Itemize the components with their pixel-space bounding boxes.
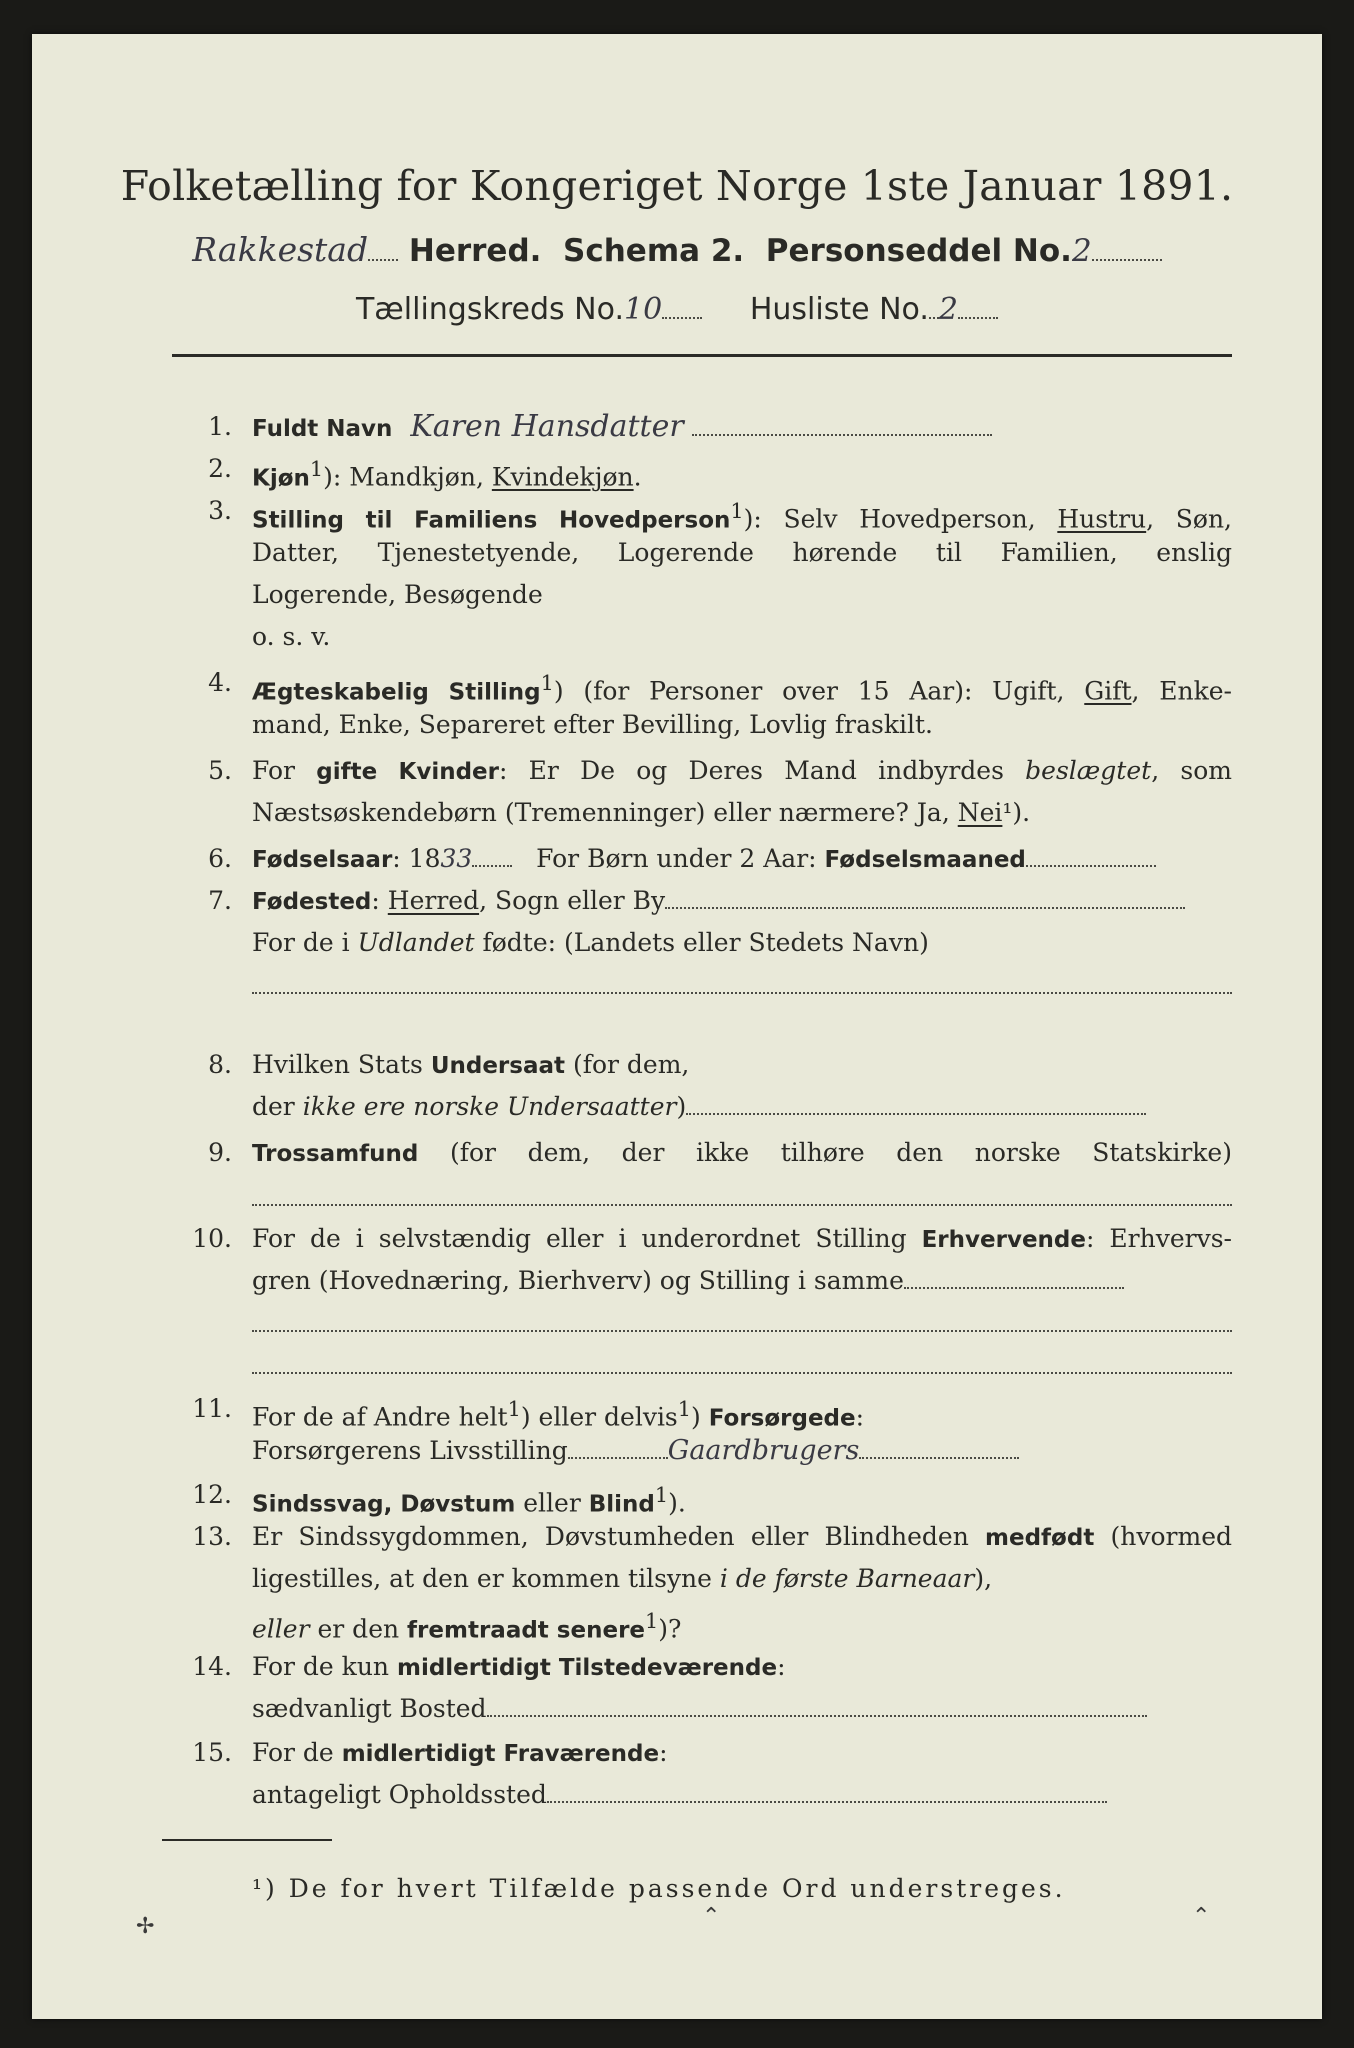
tick-mark-icon: ⌃ [1192,1904,1211,1929]
question-11: 11. For de af Andre helt$^1$) eller delvis$^1$) Forsørgede: Forsørgerens Livsstilling Gaardbrugers [172,1388,1232,1478]
question-text: For Børn under 2 Aar: [536,844,825,873]
question-number: 4. [208,668,232,697]
footnote-ref: 1 [730,499,744,523]
question-text: Forsørgerens Livsstilling [252,1436,568,1465]
selected-option: Herred [387,886,480,915]
footnote-ref: 1 [507,1397,521,1421]
question-text: antageligt Opholdssted [252,1780,547,1809]
question-text: i de første Barneaar [719,1564,975,1593]
question-text: beslægtet [1025,756,1152,785]
question-number: 1. [208,412,232,441]
option-text: mand, Enke, Separeret efter Bevilling, Lovlig fraskilt. [252,710,933,739]
question-text: : 18 [392,844,441,873]
footnote-ref: 1 [677,1397,692,1421]
question-number: 5. [208,756,232,785]
option-text: , Enke- [1131,676,1232,706]
question-text: eller [515,1488,589,1518]
question-text: For de i selvstændig eller i underordnet Stilling [252,1224,922,1253]
question-text: : [371,886,388,915]
question-text: Udlandet [357,928,475,957]
husliste-no: 2 [938,292,959,327]
question-label: fremtraadt senere [407,1617,646,1644]
answer-line [252,992,1232,994]
birth-year-value: 33 [440,844,473,873]
header-rule [172,354,1232,357]
option-text: ): Selv Hovedperson, [743,504,1058,534]
question-text: ikke ere norske Undersaatter [302,1092,677,1121]
option-text: . [633,462,642,492]
question-10 [172,1218,1232,1378]
question-12 [172,1474,1232,1516]
footnote-ref: 1 [645,1609,659,1633]
question-text: der [252,1092,303,1121]
question-text: Næstsøskendebørn (Tremenninger) eller nærmere? Ja, [252,798,958,827]
question-label: Fuldt Navn [252,416,393,442]
answer-line [252,1330,1232,1332]
question-1 [172,406,1232,448]
footnote-ref: 1 [309,457,324,481]
question-number: 15. [192,1738,232,1767]
full-name-value: Karen Hansdatter [410,409,684,444]
question-text: ), [974,1564,993,1593]
question-number: 3. [208,496,232,525]
question-text: For [252,756,317,785]
kreds-no: 10 [623,292,663,327]
question-14 [172,1646,1232,1736]
question-text: gren (Hovednæring, Bierhverv) og Stilling i samme [252,1266,904,1295]
question-text: For de kun [252,1652,397,1681]
question-label: medfødt [985,1525,1095,1551]
question-text: (for dem, der ikke tilhøre den norske Statskirke) [418,1138,1232,1167]
question-text: eller [252,1614,310,1644]
form-subtitle [32,230,1322,269]
question-text: For de i [252,928,358,957]
question-label: Kjøn [252,465,310,492]
question-label: Blind [588,1491,655,1518]
footnote: ¹) De for hvert Tilfælde passende Ord understreges. [252,1874,1066,1903]
question-number: 6. [208,844,232,873]
question-text: (for dem, [565,1050,690,1079]
form-subtitle-2 [32,292,1322,327]
question-4 [172,662,1232,752]
question-13 [172,1516,1232,1646]
question-label: Fødselsmaaned [824,847,1026,873]
kreds-label: Tællingskreds No. [355,292,624,327]
question-5 [172,750,1232,840]
question-label: midlertidigt Fraværende [341,1741,660,1767]
question-label: Forsørgede [708,1405,856,1432]
question-6 [172,838,1232,880]
selected-option: Hustru [1057,504,1147,534]
question-text: ) [676,1092,687,1121]
selected-option: Kvindekjøn [491,462,634,492]
question-number: 12. [192,1480,232,1509]
question-label: midlertidigt Tilstedeværende [396,1655,778,1681]
question-text: (hvormed [1094,1522,1232,1551]
option-text: Datter, Tjenestetyende, Logerende hørende til Familien, enslig [252,538,1232,567]
selected-option: Gift [1084,676,1132,706]
question-label: Sindssvag, Døvstum [252,1491,516,1518]
question-15 [172,1732,1232,1822]
question-label: Trossamfund [252,1141,419,1167]
husliste-label: Husliste No. [749,292,929,327]
question-text: Er Sindssygdommen, Døvstumheden eller Blindheden [252,1522,986,1551]
herred-name: Rakkestad [192,230,369,269]
question-text: ¹). [1002,798,1031,827]
question-text: , Sogn eller By [479,886,666,915]
footnote-rule [162,1839,332,1841]
question-text: sædvanligt Bosted [252,1694,487,1723]
question-text: : Er De og Deres Mand indbyrdes [499,756,1026,785]
tick-mark-icon: ⌃ [702,1904,721,1929]
question-number: 9. [208,1138,232,1167]
cross-mark-icon: ✢ [136,1914,155,1939]
footnote-ref: 1 [654,1483,669,1507]
question-text: For de af Andre helt [252,1402,508,1432]
question-label: Fødested [252,889,372,915]
question-label: Ægteskabelig Stilling [252,679,541,706]
personseddel-no: 2 [1071,233,1092,269]
question-label: Erhvervende [921,1227,1086,1253]
selected-option: Nei [957,798,1003,827]
question-text: For de [252,1738,342,1767]
question-text: ). [668,1488,686,1518]
question-text: : Erhvervs- [1086,1224,1232,1253]
option-text: , Søn, [1146,504,1233,534]
question-text: , som [1151,756,1232,785]
answer-line [252,1204,1232,1206]
option-text: ) (for Personer over 15 Aar): Ugift, [553,676,1085,706]
schema-label: Schema 2. [563,233,745,269]
personseddel-label: Personseddel No. [765,233,1072,269]
question-number: 7. [208,886,232,915]
question-2 [172,448,1232,490]
question-text: Hvilken Stats [252,1050,431,1079]
question-label: Undersaat [430,1053,565,1079]
footnote-ref: 1 [540,671,554,695]
question-label: gifte Kvinder [316,759,499,785]
question-text: : [659,1738,668,1767]
answer-line [252,1372,1232,1374]
question-label: Stilling til Familiens Hovedperson [252,507,731,534]
provider-occupation-value: Gaardbrugers [667,1435,860,1466]
herred-label: Herred. [408,233,542,269]
question-9 [172,1132,1232,1222]
question-number: 10. [192,1224,232,1253]
question-text: ) eller delvis [520,1402,678,1432]
question-number: 14. [192,1652,232,1681]
option-text: Logerende, Besøgende [252,580,543,609]
question-text: fødte: (Landets eller Stedets Navn) [474,928,929,957]
question-number: 8. [208,1050,232,1079]
question-text: er den [309,1614,408,1644]
question-number: 2. [208,454,232,483]
question-text: ligestilles, at den er kommen tilsyne [252,1564,720,1593]
question-text: : [777,1652,786,1681]
question-label: Fødselsaar [252,847,393,873]
form-title: Folketælling for Kongeriget Norge 1ste Januar 1891. [120,162,1234,210]
question-number: 11. [192,1394,232,1423]
option-text: ): Mandkjøn, [323,462,492,492]
question-7 [172,880,1232,1012]
question-text: )? [658,1614,682,1644]
census-form [32,34,1322,2019]
option-text: o. s. v. [252,622,331,651]
question-number: 13. [192,1522,232,1551]
question-8 [172,1044,1232,1134]
